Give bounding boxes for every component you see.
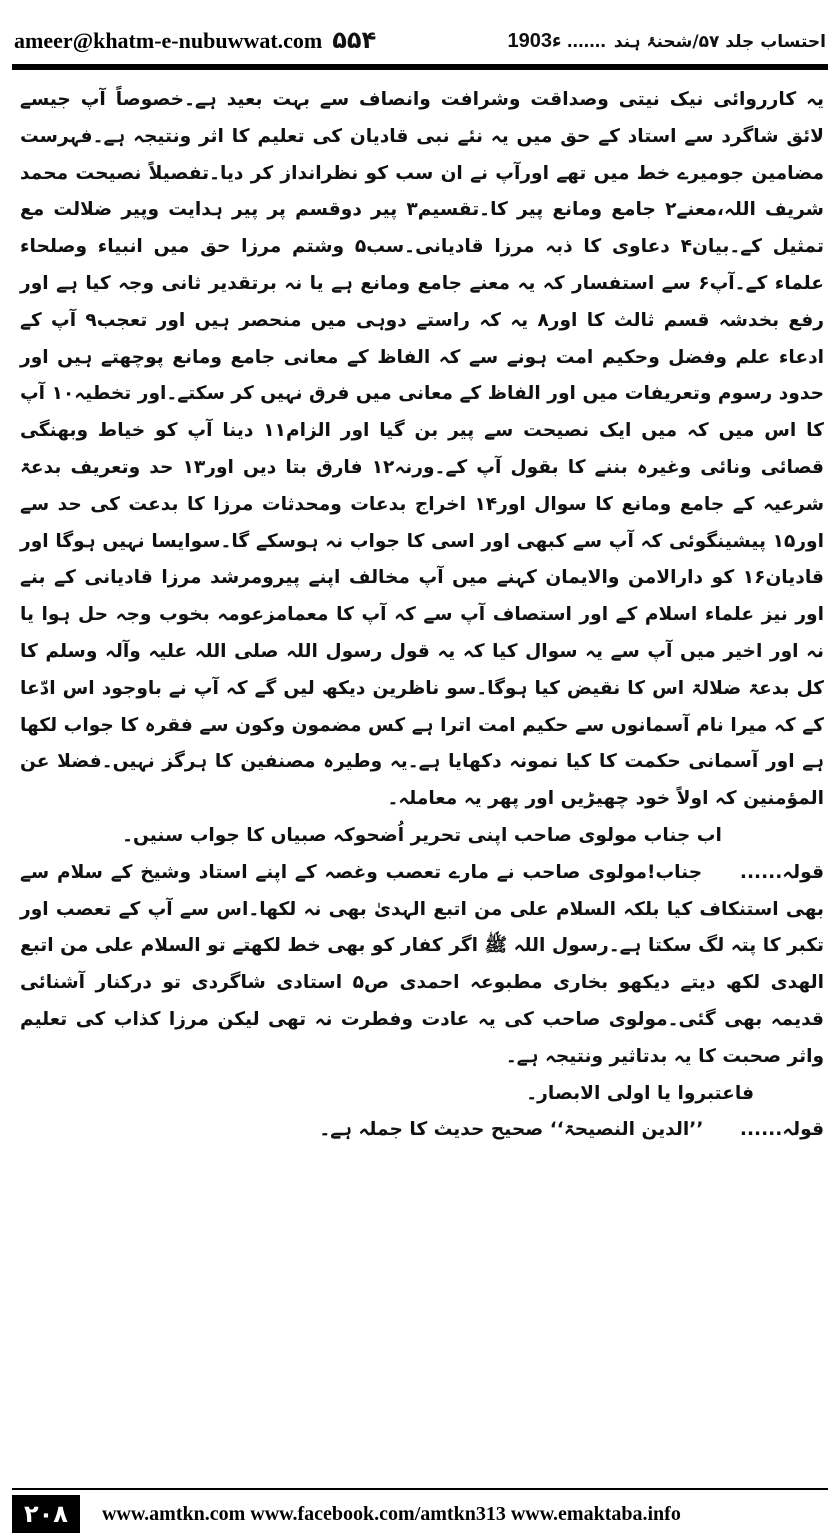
text-line: بدعات ومحدثات مرزا کا بدعت کی حد سے اور۱۵ پیشینگوئی کہ آپ سے کبھی اور اسی کا جواب نہ (20, 493, 824, 552)
book-page-number: ۵۵۴ (332, 26, 377, 54)
text-line: ایک نصیحت سے پیر بن گیا اور الزام۱۱ دینا آپ کو خیاط وبھنگی قصائی ونائی وغیرہ بننے کا بقول آپ (20, 420, 824, 478)
text-line: جامع ومانع پیر کا۔تقسیم۳ پیر دوقسم پر پیر ہدایت وپیر ضلالت مع تمثیل کے۔بیان۴ دعاوی کا ذبہ مرزا (20, 199, 824, 258)
text-line: یا نہ برتقدیر ثانی وجہ کیا ہے اور رفع بخدشہ قسم ثالث کا اور۸ یہ کہ راستے دوہی میں منحصر ہیں اور تعجب۹ (20, 272, 824, 331)
text-line: ’’الدین النصیحۃ‘‘ صحیح حدیث کا جملہ ہے۔ (319, 1119, 704, 1141)
text-line: ہوسکے گا۔سوایسا نہیں ہوگا اور قادیان۱۶ کو دارالامن والایمان کہنے میں آپ مخالف اپنے پیرومرشد (20, 530, 824, 589)
text-line: کے۔ورنہ۱۲ فارق بتا دیں اور۱۳ حد وتعریف بدعۃ شرعیہ کے جامع ومانع کا سوال اور۱۴ اخراج (20, 456, 824, 515)
text-line: مرزا قادیانی کے بنے اور نیز علماء اسلام کے اور استصاف آپ سے کہ آپ کا معمامزعومہ بخوب (20, 567, 824, 626)
paragraph-1 (20, 82, 824, 818)
text-line: معاملہ۔ (387, 788, 458, 810)
text-line: ضلالۃ اس کا نقیض کیا ہوگا۔سو ناظرین دیکھ لیں گے کہ آپ نے باوجود اس ادّعا کے کہ میرا نام (20, 677, 824, 736)
book-year: 1903ء ....... (507, 29, 606, 52)
header-left (14, 26, 376, 54)
paragraph-3 (20, 1112, 824, 1149)
footer-links[interactable]: www.amtkn.com www.facebook.com/amtkn313 www.emaktaba.info (101, 1502, 681, 1525)
text-line: جومیرے خط میں تھے اورآپ نے ان سب کو نظرانداز کر دیا۔تفصیلاً نصیحت محمد شریف اللہ،معنے۲ (20, 162, 824, 221)
text-line: آپ کے ادعاء علم وفضل وحکیم امت ہونے سے کہ الفاظ کے معانی جامع ومانع پوچھتے ہیں اور حدود (20, 309, 824, 405)
book-title: احتساب جلد ۵۷/شحنۂ ہند (613, 31, 826, 52)
text-line: آسمانوں سے حکیم امت اترا ہے کس مضمون وکون سے فقرہ کا جواب لکھا ہے اور آسمانی حکمت کا کیا (20, 714, 825, 773)
text-line: نمونہ دکھایا ہے۔یہ وطیرہ مصنفین کا ہرگز نہیں۔فضلا عن المؤمنین کہ اولاً خود چھیڑیں اور پھر یہ (20, 751, 824, 810)
footer-page-number: ۲۰۸ (12, 1495, 80, 1533)
section-intro: اب جناب مولوی صاحب اپنی تحریر اُضحوکہ صبیاں کا جواب سنیں۔ (122, 824, 722, 846)
paragraph-2 (20, 855, 824, 1076)
header-right (508, 28, 826, 53)
text-line: جیسے لائق شاگرد سے استاد کے حق میں یہ نئے نبی قادیان کی تعلیم کا اثر ونتیجہ ہے۔فہرست مضامین (20, 89, 824, 184)
footer-divider (12, 1488, 828, 1490)
page-footer (12, 1494, 828, 1534)
text-line: رسوم وتعریفات میں اور الفاظ کے معانی میں فرق نہیں کر سکتے۔اور تخطیہ۱۰ آپ کا اس میں کہ میں (20, 383, 824, 442)
text-line: استنکاف کیا بلکہ السلام علی من اتبع الہدیٰ بھی نہ لکھا۔اس سے آپ کے تعصب اور تکبر کا پتہ لگ سکتا (20, 898, 824, 957)
text-line: ہے۔رسول اللہ ﷺ اگر کفار کو بھی خط لکھتے تو السلام علی من اتبع الھدی لکھ دیتے دیکھو (20, 935, 824, 994)
arabic-quote: فاعتبروا یا اولی الابصار۔ (526, 1082, 754, 1104)
header-divider (12, 64, 828, 70)
text-line: یہ کارروائی نیک نیتی وصداقت وشرافت وانصاف سے بہت بعید ہے۔خصوصاً آپ (80, 89, 824, 110)
email-address[interactable]: ameer@khatm-e-nubuwwat.com (14, 28, 323, 53)
text-line: عادت وفطرت نہ تھی لیکن مرزا کذاب کی تعلیم واثر صحبت کا یہ بدتاثیر ونتیجہ ہے۔ (20, 1008, 824, 1067)
text-line: وجہ حل ہوا یا نہ اور اخیر میں آپ سے یہ سوال کیا کہ یہ قول رسول اللہ صلی اللہ علیہ وآلہ وسلم کا کل بدعۃ (20, 604, 824, 699)
text-line: بخاری مطبوعہ احمدی ص۵ استادی شاگردی تو درکنار آشنائی قدیمہ بھی گئی۔مولوی صاحب کی یہ (20, 972, 824, 1030)
page-header (14, 22, 826, 58)
text-line: جناب!مولوی صاحب نے مارے تعصب وغصہ کے اپنے استاد وشیخ کے سلام سے بھی (20, 861, 824, 920)
qaul-label: قولہ...... (739, 861, 824, 883)
text-line: قادیانی۔سب۵ وشتم مرزا حق میں انبیاء وصلحاء علماء کے۔آپ۶ سے استفسار کہ یہ معنے جامع ومانع ہے (20, 236, 824, 294)
qaul-label-2: قولہ...... (739, 1119, 824, 1141)
page-body (20, 82, 824, 1420)
